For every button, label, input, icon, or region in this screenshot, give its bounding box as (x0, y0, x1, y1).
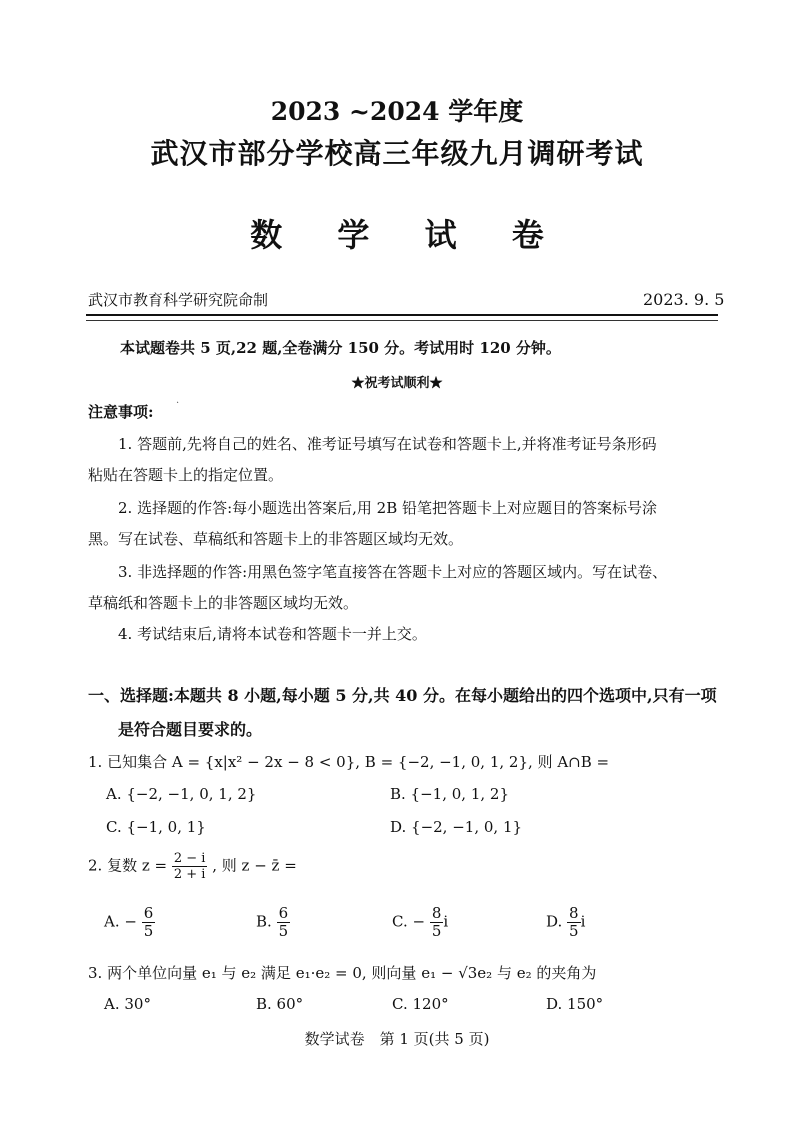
option-d-label: D. (546, 912, 563, 931)
notice-item-2-line2: 黑。写在试卷、草稿纸和答题卡上的非答题区域均无效。 (88, 530, 464, 548)
question-3-option-b: B. 60° (256, 995, 304, 1013)
option-d-imaginary-unit: i (580, 912, 586, 931)
option-a-label: A. − (104, 912, 137, 931)
notice-item-4: 4. 考试结束后,请将本试卷和答题卡一并上交。 (118, 625, 427, 643)
option-a-denominator: 5 (143, 922, 154, 940)
question-2-option-a (104, 906, 155, 939)
question-1-option-d: D. {−2, −1, 0, 1} (390, 818, 523, 836)
option-d-denominator: 5 (569, 922, 579, 940)
option-b-fraction (277, 906, 291, 939)
school-year: 2023 ~2024 学年度 (270, 97, 524, 126)
question-1-stem: 1. 已知集合 A = {x|x² − 2x − 8 < 0}, B = {−2, −1, 0, 1, 2}, 则 A∩B = (88, 753, 610, 771)
question-2-fraction (172, 852, 208, 881)
question-3-option-a: A. 30° (104, 995, 151, 1013)
question-2-option-c (392, 906, 448, 939)
good-luck-banner: ★祝考试顺利★ (351, 376, 443, 391)
notice-item-1-line2: 粘贴在答题卡上的指定位置。 (88, 466, 284, 484)
question-2-option-d (546, 906, 585, 939)
option-d-numerator: 8 (569, 904, 579, 922)
paper-summary: 本试题卷共 5 页,22 题,全卷满分 150 分。考试用时 120 分钟。 (120, 339, 561, 357)
exam-date: 2023. 9. 5 (643, 290, 725, 309)
question-2-stem (88, 852, 297, 881)
option-c-imaginary-unit: i (443, 912, 449, 931)
notice-item-3-line2: 草稿纸和答题卡上的非答题区域均无效。 (88, 594, 359, 612)
option-a-numerator: 6 (143, 904, 154, 922)
option-c-fraction (430, 906, 444, 939)
option-b-numerator: 6 (278, 904, 289, 922)
paper-title: 数 学 试 卷 (250, 216, 566, 254)
question-3-option-c: C. 120° (392, 995, 449, 1013)
option-c-numerator: 8 (431, 904, 442, 922)
notice-item-3-line1: 3. 非选择题的作答:用黑色签字笔直接答在答题卡上对应的答题区域内。写在试卷、 (118, 563, 668, 581)
notice-title: 注意事项: (88, 403, 154, 421)
question-1-option-c: C. {−1, 0, 1} (106, 818, 206, 836)
question-1-option-a: A. {−2, −1, 0, 1, 2} (106, 785, 257, 803)
option-c-label: C. − (392, 912, 426, 931)
question-1-option-b: B. {−1, 0, 1, 2} (390, 785, 509, 803)
question-2-option-b (256, 906, 290, 939)
option-c-denominator: 5 (431, 922, 442, 940)
exam-name: 武汉市部分学校高三年级九月调研考试 (150, 137, 644, 170)
page-footer: 数学试卷 第 1 页(共 5 页) (304, 1030, 490, 1048)
section-1-heading: 一、选择题:本题共 8 小题,每小题 5 分,共 40 分。在每小题给出的四个选项中,只有一项 (88, 686, 717, 705)
notice-dot: · (176, 398, 180, 409)
question-3-stem: 3. 两个单位向量 e₁ 与 e₂ 满足 e₁·e₂ = 0, 则向量 e₁ − √3e₂ 与 e₂ 的夹角为 (88, 964, 597, 982)
question-2-stem-prefix: 2. 复数 z = (88, 856, 168, 875)
question-2-fraction-numerator: 2 − i (173, 851, 206, 866)
issuer: 武汉市教育科学研究院命制 (88, 291, 269, 309)
question-2-fraction-denominator: 2 + i (173, 867, 206, 882)
section-1-heading-cont: 是符合题目要求的。 (118, 720, 263, 739)
notice-item-2-line1: 2. 选择题的作答:每小题选出答案后,用 2B 铅笔把答题卡上对应题目的答案标号涂 (118, 499, 658, 517)
notice-item-1-line1: 1. 答题前,先将自己的姓名、准考证号填写在试卷和答题卡上,并将准考证号条形码 (118, 435, 657, 453)
option-b-denominator: 5 (278, 922, 289, 940)
option-d-fraction (567, 906, 581, 939)
option-a-fraction (142, 906, 156, 939)
header-divider-thin (86, 320, 718, 321)
header-divider (86, 314, 718, 316)
question-3-option-d: D. 150° (546, 995, 604, 1013)
question-2-stem-suffix: , 则 z − z̄ = (212, 856, 297, 875)
option-b-label: B. (256, 912, 272, 931)
